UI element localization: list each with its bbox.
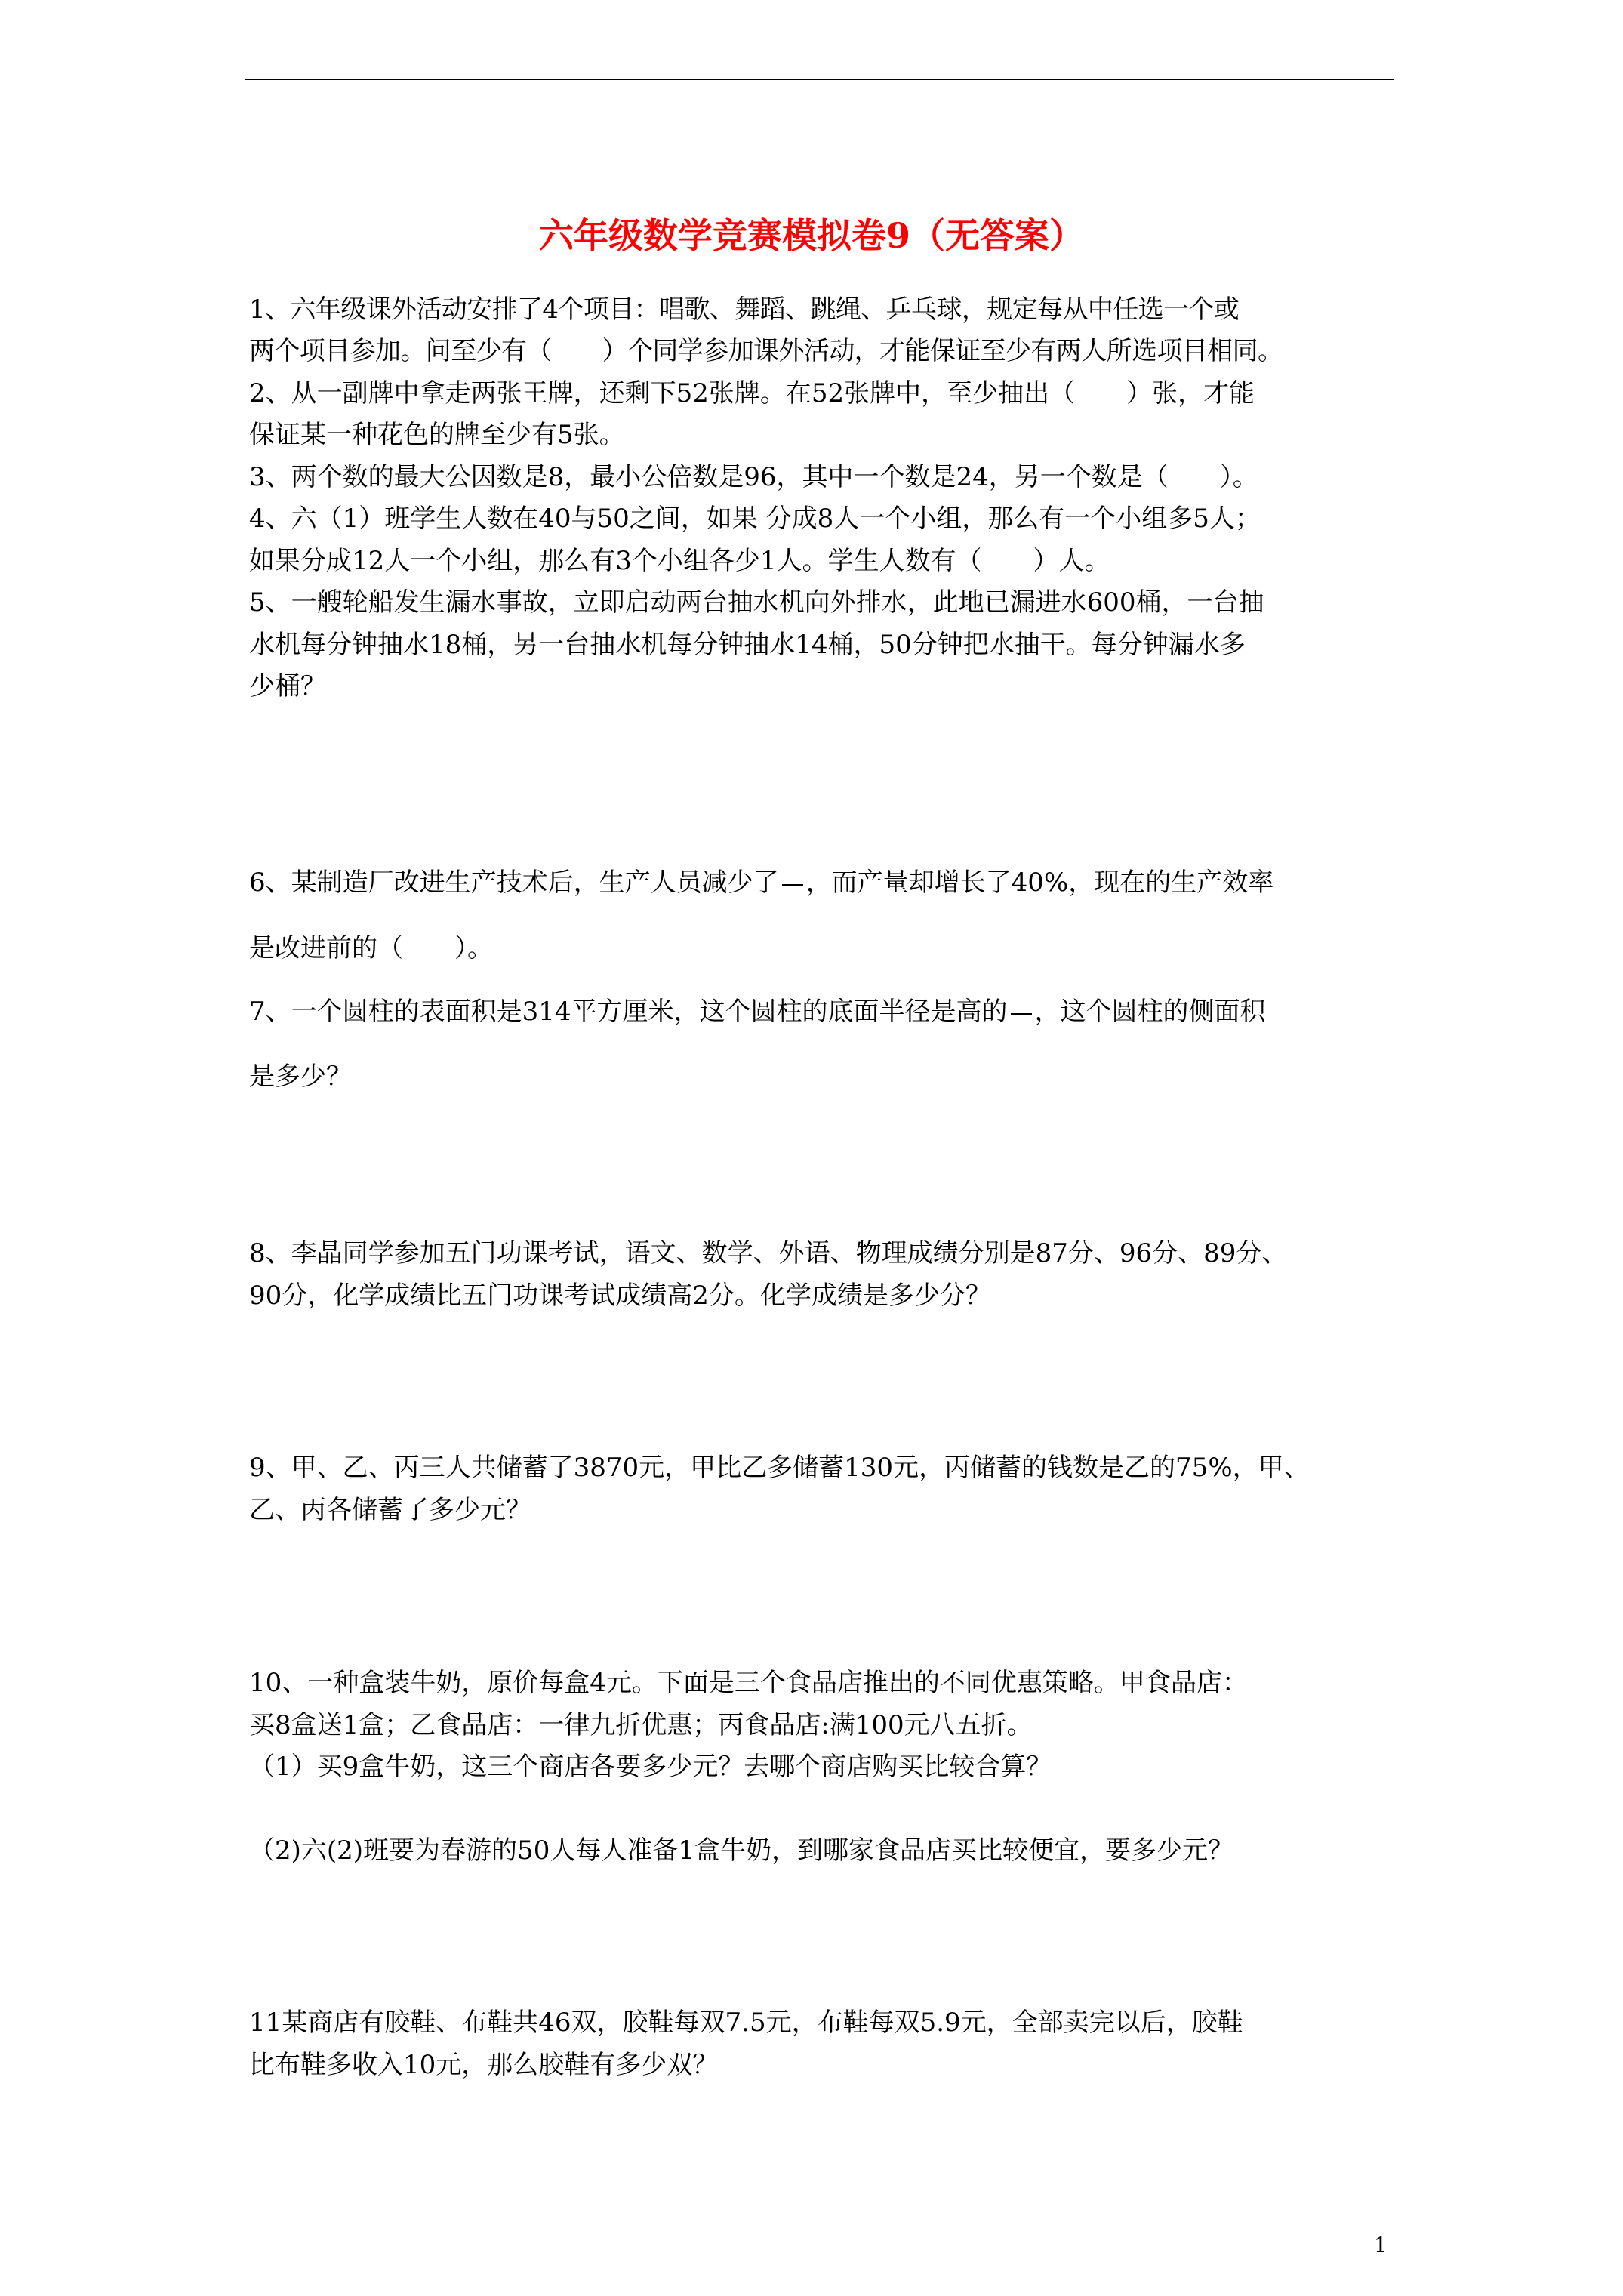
fraction-bar (1011, 1013, 1032, 1015)
q10-line-2: 买8盒送1盒；乙食品店：一律九折优惠；丙食品店:满100元八五折。 (249, 1710, 1033, 1740)
document-title: 六年级数学竞赛模拟卷9（无答案） (538, 215, 1084, 256)
q2-line-1: 2、从一副牌中拿走两张王牌，还剩下52张牌。在52张牌中，至少抽出（ ）张，才能 (249, 378, 1255, 408)
q10-line-4: （2)六(2)班要为春游的50人每人准备1盒牛奶，到哪家食品店买比较便宜，要多少元？ (249, 1835, 1233, 1866)
q3-line: 3、两个数的最大公因数是8，最小公倍数是96，其中一个数是24，另一个数是（ ）。 (249, 462, 1258, 492)
q8-line-2: 90分，化学成绩比五门功课考试成绩高2分。化学成绩是多少分？ (249, 1281, 991, 1311)
q7-fraction (1008, 994, 1035, 1030)
q6-line-2: 是改进前的（ ）。 (249, 933, 493, 963)
q5-line-1: 5、一艘轮船发生漏水事故，立即启动两台抽水机向外排水，此地已漏进水600桶，一台抽 (249, 587, 1264, 618)
q11-line-2: 比布鞋多收入10元，那么胶鞋有多少双？ (249, 2050, 719, 2080)
q8-line-1: 8、李晶同学参加五门功课考试，语文、数学、外语、物理成绩分别是87分、96分、89分、 (249, 1238, 1288, 1268)
q4-line-1: 4、六（1）班学生人数在40与50之间，如果 分成8人一个小组，那么有一个小组多5人； (249, 504, 1261, 534)
q5-line-3: 少桶？ (249, 671, 326, 701)
q9-line-2: 乙、丙各储蓄了多少元？ (249, 1495, 531, 1525)
q11-line-1: 11某商店有胶鞋、布鞋共46双，胶鞋每双7.5元，布鞋每双5.9元，全部卖完以后，胶鞋 (249, 2008, 1243, 2038)
q9-line-1: 9、甲、乙、丙三人共储蓄了3870元，甲比乙多储蓄130元，丙储蓄的钱数是乙的75%，甲、 (249, 1453, 1310, 1483)
q6-text-a: 6、某制造厂改进生产技术后，生产人员减少了 (249, 868, 779, 898)
q7-line-1 (249, 994, 1266, 1030)
q1-line-1: 1、六年级课外活动安排了4个项目：唱歌、舞蹈、跳绳、乒乓球，规定每从中任选一个或 (249, 294, 1240, 325)
q6-fraction (779, 864, 806, 901)
q4-line-2: 如果分成12人一个小组，那么有3个小组各少1人。学生人数有（ ）人。 (249, 546, 1110, 576)
q7-text-a: 7、一个圆柱的表面积是314平方厘米，这个圆柱的底面半径是高的 (249, 997, 1008, 1027)
q7-line-2: 是多少？ (249, 1062, 352, 1092)
q10-line-1: 10、一种盒装牛奶，原价每盒4元。下面是三个食品店推出的不同优惠策略。甲食品店： (249, 1668, 1248, 1698)
page-number: 1 (1374, 2233, 1387, 2257)
q5-line-2: 水机每分钟抽水18桶，另一台抽水机每分钟抽水14桶，50分钟把水抽干。每分钟漏水多 (249, 630, 1246, 660)
q2-line-2: 保证某一种花色的牌至少有5张。 (249, 420, 625, 450)
fraction-bar (782, 884, 803, 886)
q1-line-2: 两个项目参加。问至少有（ ）个同学参加课外活动，才能保证至少有两人所选项目相同。 (249, 336, 1283, 366)
q6-text-b: ，而产量却增长了40%，现在的生产效率 (805, 868, 1274, 898)
q7-text-b: ，这个圆柱的侧面积 (1034, 997, 1266, 1027)
q6-line-1 (249, 864, 1273, 901)
header-rule (245, 79, 1394, 80)
q10-line-3: （1）买9盒牛奶，这三个商店各要多少元？去哪个商店购买比较合算？ (249, 1752, 1052, 1782)
